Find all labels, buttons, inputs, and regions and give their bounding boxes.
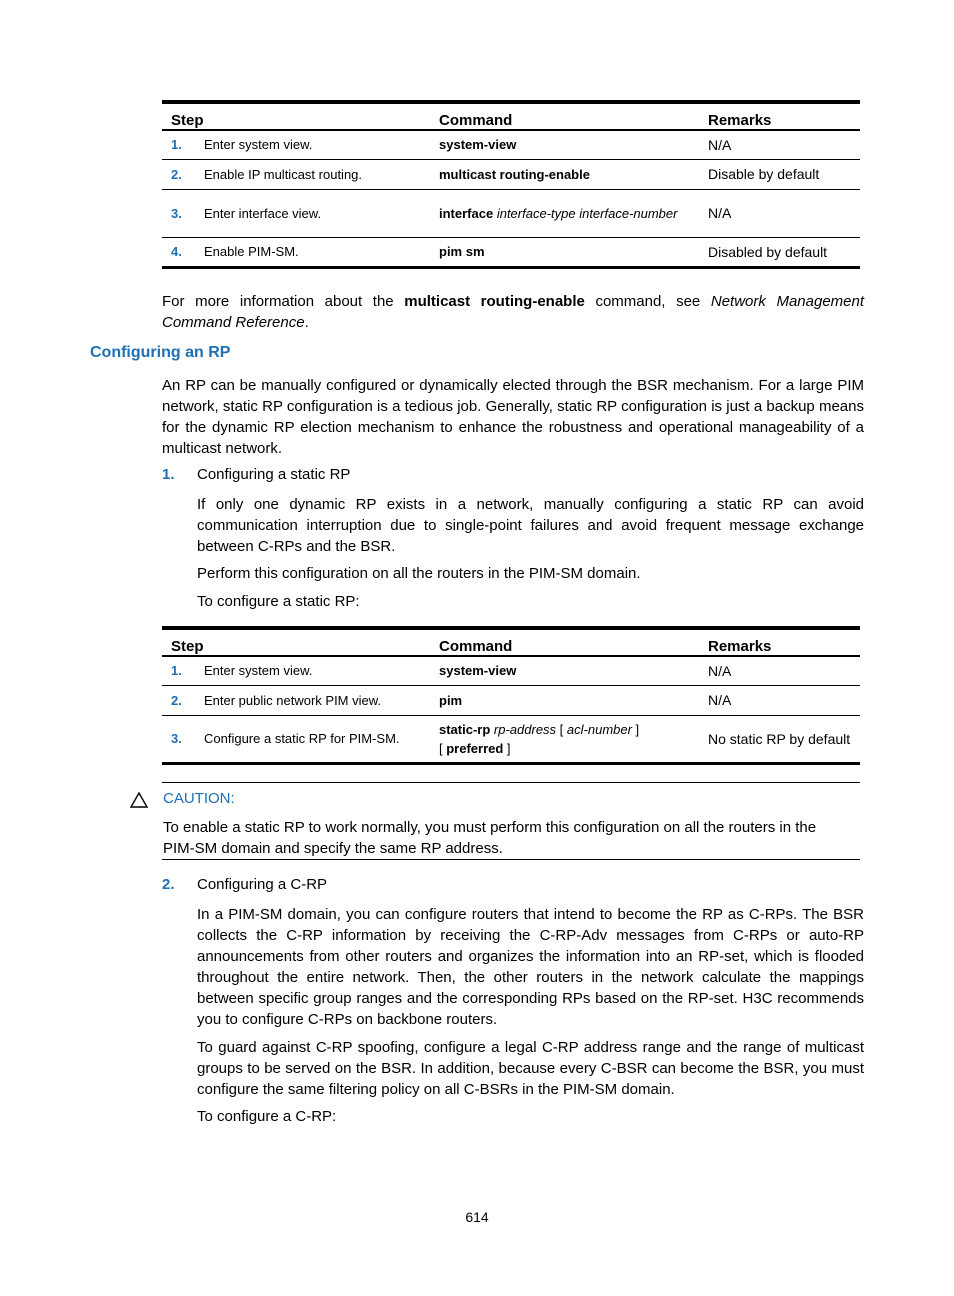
step-text: Enter interface view. <box>195 189 430 237</box>
step-text: Enter public network PIM view. <box>195 685 430 715</box>
col-header-step: Step <box>162 628 430 656</box>
reference-note: For more information about the multicast routing-enable command, see Network Management Command Reference. <box>162 293 865 331</box>
table-row <box>162 656 860 685</box>
caution-label: CAUTION: <box>163 790 235 807</box>
command-text: static-rp rp-address [ acl-number ] [ preferred ] <box>430 715 699 763</box>
command-text: system-view <box>430 656 699 685</box>
page-number: 614 <box>465 1209 489 1225</box>
step-number: 3. <box>162 715 195 763</box>
crp-lead: To configure a C-RP: <box>197 1108 337 1125</box>
static-rp-lead: To configure a static RP: <box>197 593 360 610</box>
list-title: Configuring a C-RP <box>197 876 328 893</box>
step-number: 2. <box>162 159 195 189</box>
command-table-static-rp <box>162 626 860 765</box>
col-header-remarks: Remarks <box>699 102 860 130</box>
col-header-command: Command <box>430 628 699 656</box>
remarks-text: Disabled by default <box>699 237 860 267</box>
list-number: 2. <box>162 876 175 893</box>
col-header-step: Step <box>162 102 430 130</box>
remarks-text: N/A <box>699 189 860 237</box>
table-row <box>162 715 860 763</box>
step-number: 1. <box>162 130 195 159</box>
col-header-command: Command <box>430 102 699 130</box>
crp-paragraph: In a PIM-SM domain, you can configure routers that intend to become the RP as C-RPs. The BSR collects the C-RP information by receiving the C-RP-Adv messages from C-RPs or auto-RP announcements from other routers and organizes the information into an RP-set, which is flooded throughout the entire network. Then, the other routers in the network calculate the mappings between specific group ranges and the corresponding RPs based on the RP-set. H3C recommends you to configure C-RPs on backbone routers. <box>197 906 864 1028</box>
command-text: interface interface-type interface-number <box>430 189 699 237</box>
table-row <box>162 159 860 189</box>
step-number: 4. <box>162 237 195 267</box>
remarks-text: N/A <box>699 685 860 715</box>
step-text: Enable IP multicast routing. <box>195 159 430 189</box>
table-row <box>162 189 860 237</box>
table-row <box>162 685 860 715</box>
remarks-text: No static RP by default <box>699 715 860 763</box>
static-rp-paragraph: If only one dynamic RP exists in a network, manually configuring a static RP can avoid communication interruption due to single-point failures and avoid frequent message exchange between C-RPs and the BSR. <box>197 496 864 555</box>
caution-text: To enable a static RP to work normally, you must perform this configuration on all the routers in the PIM-SM domain and specify the same RP address. <box>163 819 817 857</box>
command-text: pim sm <box>430 237 699 267</box>
remarks-text: Disable by default <box>699 159 860 189</box>
command-text: system-view <box>430 130 699 159</box>
warning-triangle-icon <box>130 792 148 812</box>
static-rp-scope: Perform this configuration on all the routers in the PIM-SM domain. <box>197 565 641 582</box>
step-number: 2. <box>162 685 195 715</box>
remarks-text: N/A <box>699 656 860 685</box>
step-text: Enable PIM-SM. <box>195 237 430 267</box>
section-heading: Configuring an RP <box>90 344 231 361</box>
table-row <box>162 130 860 159</box>
step-text: Enter system view. <box>195 656 430 685</box>
command-text: multicast routing-enable <box>430 159 699 189</box>
crp-spoofing-paragraph: To guard against C-RP spoofing, configure a legal C-RP address range and the range of multicast groups to be served on the BSR. In addition, because every C-BSR can become the BSR, you must configure the same filtering policy on all C-BSRs in the PIM-SM domain. <box>197 1039 864 1098</box>
caution-bottom-rule <box>162 859 860 860</box>
step-text: Configure a static RP for PIM-SM. <box>195 715 430 763</box>
list-title: Configuring a static RP <box>197 466 351 483</box>
step-text: Enter system view. <box>195 130 430 159</box>
step-number: 3. <box>162 189 195 237</box>
step-number: 1. <box>162 656 195 685</box>
list-number: 1. <box>162 466 175 483</box>
table-row <box>162 237 860 267</box>
remarks-text: N/A <box>699 130 860 159</box>
caution-top-rule <box>162 782 860 783</box>
command-table-multicast <box>162 100 860 269</box>
command-text: pim <box>430 685 699 715</box>
intro-paragraph: An RP can be manually configured or dynamically elected through the BSR mechanism. For a large PIM network, static RP configuration is a tedious job. Generally, static RP configuration is just a backup means for the dynamic RP election mechanism to enhance the robustness and operational manageability of a multicast network. <box>162 377 864 457</box>
col-header-remarks: Remarks <box>699 628 860 656</box>
